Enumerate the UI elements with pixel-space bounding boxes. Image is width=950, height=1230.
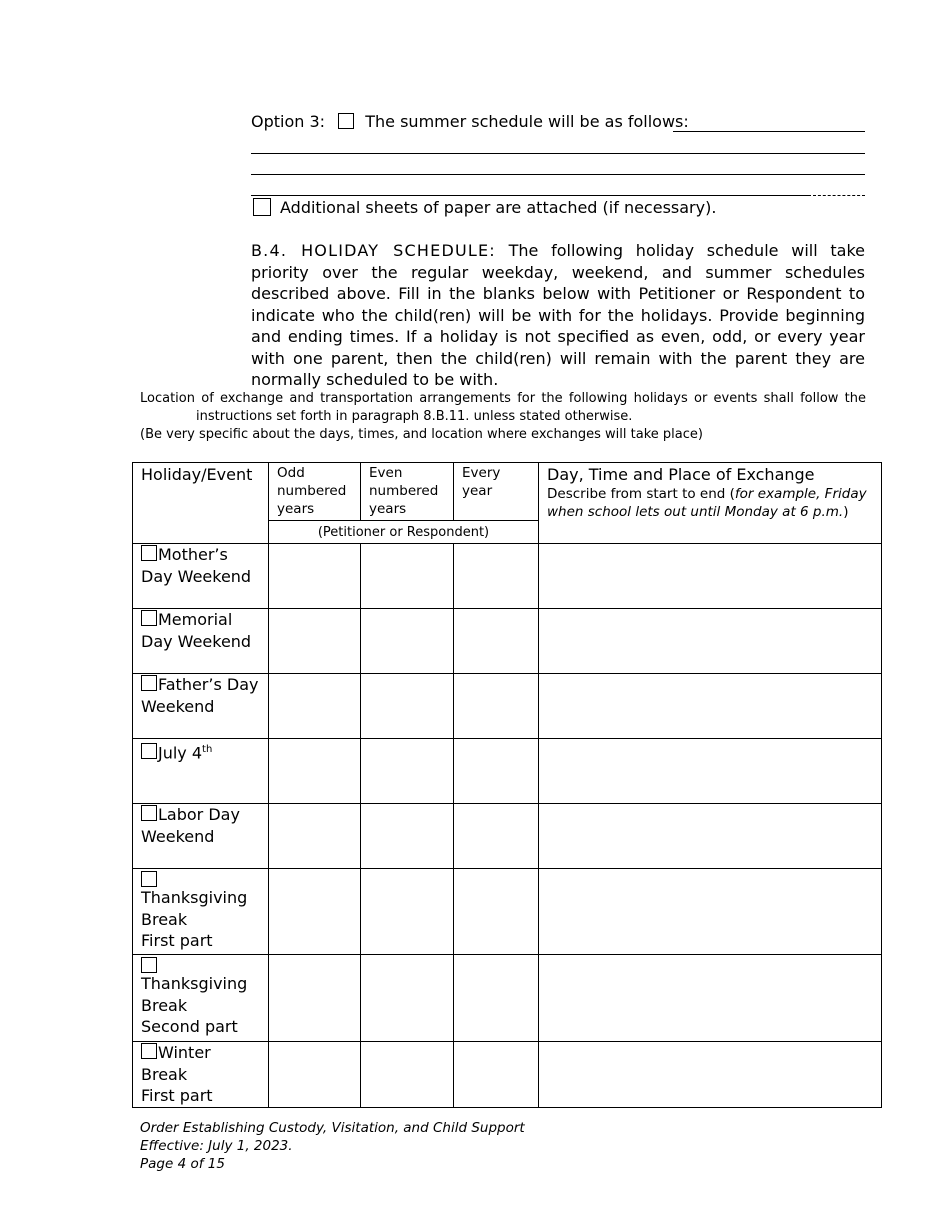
holiday-part: First part (141, 931, 213, 950)
even-year-cell[interactable] (361, 544, 454, 609)
table-row (133, 804, 882, 869)
footer-page-number: Page 4 of 15 (140, 1156, 225, 1172)
holiday-label-labor-day (133, 804, 269, 869)
holiday-schedule-paragraph (251, 240, 865, 391)
location-line-1: Location of exchange and transportation arrangements for the following holidays or events shall follow the (140, 391, 866, 406)
header-day-title: Day, Time and Place of Exchange (547, 465, 815, 484)
holiday-label-memorial-day (133, 609, 269, 674)
header-odd-years: Odd numbered years (269, 463, 361, 521)
holiday-name: Labor Day Weekend (141, 805, 240, 846)
holiday-schedule-body: The following holiday schedule will take priority over the regular weekday, weekend, and summer schedules described above. Fill in the blanks below with Petitioner or Respondent to indicate who the child(ren) will be with for the holidays. Provide beginning and ending times. If a holiday is not specified as even, odd, or every year with one parent, then the child(ren) will remain with the parent they are normally scheduled to be with. (251, 241, 866, 389)
additional-sheets-row (253, 198, 716, 217)
additional-sheets-text: Additional sheets of paper are attached (if necessary). (280, 198, 717, 217)
exchange-cell[interactable] (539, 674, 882, 739)
odd-year-cell[interactable] (269, 869, 361, 955)
odd-year-cell[interactable] (269, 739, 361, 804)
holiday-checkbox[interactable] (141, 871, 157, 887)
holiday-name: Father’s Day Weekend (141, 675, 259, 716)
odd-year-cell[interactable] (269, 955, 361, 1042)
every-year-cell[interactable] (454, 544, 539, 609)
header-day-time-place (539, 463, 882, 544)
footer-form-title: Order Establishing Custody, Visitation, and Child Support (140, 1120, 525, 1136)
summer-schedule-field[interactable] (673, 131, 865, 132)
holiday-checkbox[interactable] (141, 743, 157, 759)
holiday-name: Thanksgiving Break (141, 974, 248, 1015)
holiday-label-july-4 (133, 739, 269, 804)
holiday-name: Memorial Day Weekend (141, 610, 252, 651)
even-year-cell[interactable] (361, 955, 454, 1042)
holiday-name: July 4 (158, 743, 203, 763)
every-year-cell[interactable] (454, 1042, 539, 1108)
holiday-label-fathers-day (133, 674, 269, 739)
page-footer (140, 1119, 525, 1173)
odd-year-cell[interactable] (269, 544, 361, 609)
footer-effective-date: Effective: July 1, 2023. (140, 1138, 293, 1154)
exchange-cell[interactable] (539, 1042, 882, 1108)
table-row (133, 544, 882, 609)
exchange-location-note (140, 390, 866, 444)
desc-plain: Describe from start to end ( (547, 486, 735, 502)
even-year-cell[interactable] (361, 804, 454, 869)
header-every-year: Every year (454, 463, 539, 521)
desc-close: ) (843, 504, 849, 520)
exchange-cell[interactable] (539, 609, 882, 674)
every-year-cell[interactable] (454, 674, 539, 739)
every-year-cell[interactable] (454, 869, 539, 955)
table-row (133, 869, 882, 955)
exchange-cell[interactable] (539, 955, 882, 1042)
exchange-cell[interactable] (539, 869, 882, 955)
table-header-row (133, 463, 882, 521)
holiday-table (132, 462, 882, 1108)
holiday-part: Second part (141, 1017, 238, 1036)
odd-year-cell[interactable] (269, 804, 361, 869)
holiday-name: Thanksgiving Break (141, 888, 248, 929)
option-3-row (251, 112, 689, 131)
odd-year-cell[interactable] (269, 1042, 361, 1108)
desc-example: for example, Friday when school lets out until Monday at 6 p.m. (547, 486, 867, 520)
summer-schedule-line-4-dashes (813, 195, 865, 196)
holiday-part: First part (141, 1086, 213, 1105)
odd-year-cell[interactable] (269, 609, 361, 674)
even-year-cell[interactable] (361, 869, 454, 955)
holiday-checkbox[interactable] (141, 805, 157, 821)
every-year-cell[interactable] (454, 804, 539, 869)
holiday-checkbox[interactable] (141, 545, 157, 561)
even-year-cell[interactable] (361, 674, 454, 739)
odd-year-cell[interactable] (269, 674, 361, 739)
table-row (133, 739, 882, 804)
holiday-label-mothers-day (133, 544, 269, 609)
holiday-name: Winter Break (141, 1043, 211, 1084)
header-party-note: (Petitioner or Respondent) (269, 521, 539, 544)
holiday-label-thanksgiving-first (133, 869, 269, 955)
exchange-cell[interactable] (539, 544, 882, 609)
even-year-cell[interactable] (361, 609, 454, 674)
every-year-cell[interactable] (454, 739, 539, 804)
summer-schedule-line-2[interactable] (251, 153, 865, 154)
option-3-text: The summer schedule will be as follows: (365, 112, 689, 131)
table-row (133, 955, 882, 1042)
summer-schedule-line-3[interactable] (251, 174, 865, 175)
holiday-label-thanksgiving-second (133, 955, 269, 1042)
every-year-cell[interactable] (454, 609, 539, 674)
even-year-cell[interactable] (361, 739, 454, 804)
option-3-checkbox[interactable] (338, 113, 354, 129)
header-day-description (547, 485, 873, 521)
header-holiday-event: Holiday/Event (133, 463, 269, 544)
option-3-label: Option 3: (251, 112, 326, 131)
holiday-checkbox[interactable] (141, 1043, 157, 1059)
holiday-checkbox[interactable] (141, 957, 157, 973)
holiday-checkbox[interactable] (141, 610, 157, 626)
location-line-3: (Be very specific about the days, times, and location where exchanges will take place) (140, 427, 703, 442)
table-row (133, 674, 882, 739)
holiday-name-suffix: th (202, 744, 213, 755)
exchange-cell[interactable] (539, 804, 882, 869)
header-even-years: Even numbered years (361, 463, 454, 521)
holiday-checkbox[interactable] (141, 675, 157, 691)
additional-sheets-checkbox[interactable] (253, 198, 271, 216)
every-year-cell[interactable] (454, 955, 539, 1042)
location-line-2: instructions set forth in paragraph 8.B.11. unless stated otherwise. (196, 409, 633, 424)
exchange-cell[interactable] (539, 739, 882, 804)
summer-schedule-line-4[interactable] (251, 195, 811, 196)
holiday-name: Mother’s Day Weekend (141, 545, 252, 586)
holiday-label-winter-first (133, 1042, 269, 1108)
even-year-cell[interactable] (361, 1042, 454, 1108)
table-row (133, 1042, 882, 1108)
holiday-schedule-heading: B.4. HOLIDAY SCHEDULE: (251, 241, 496, 260)
table-row (133, 609, 882, 674)
